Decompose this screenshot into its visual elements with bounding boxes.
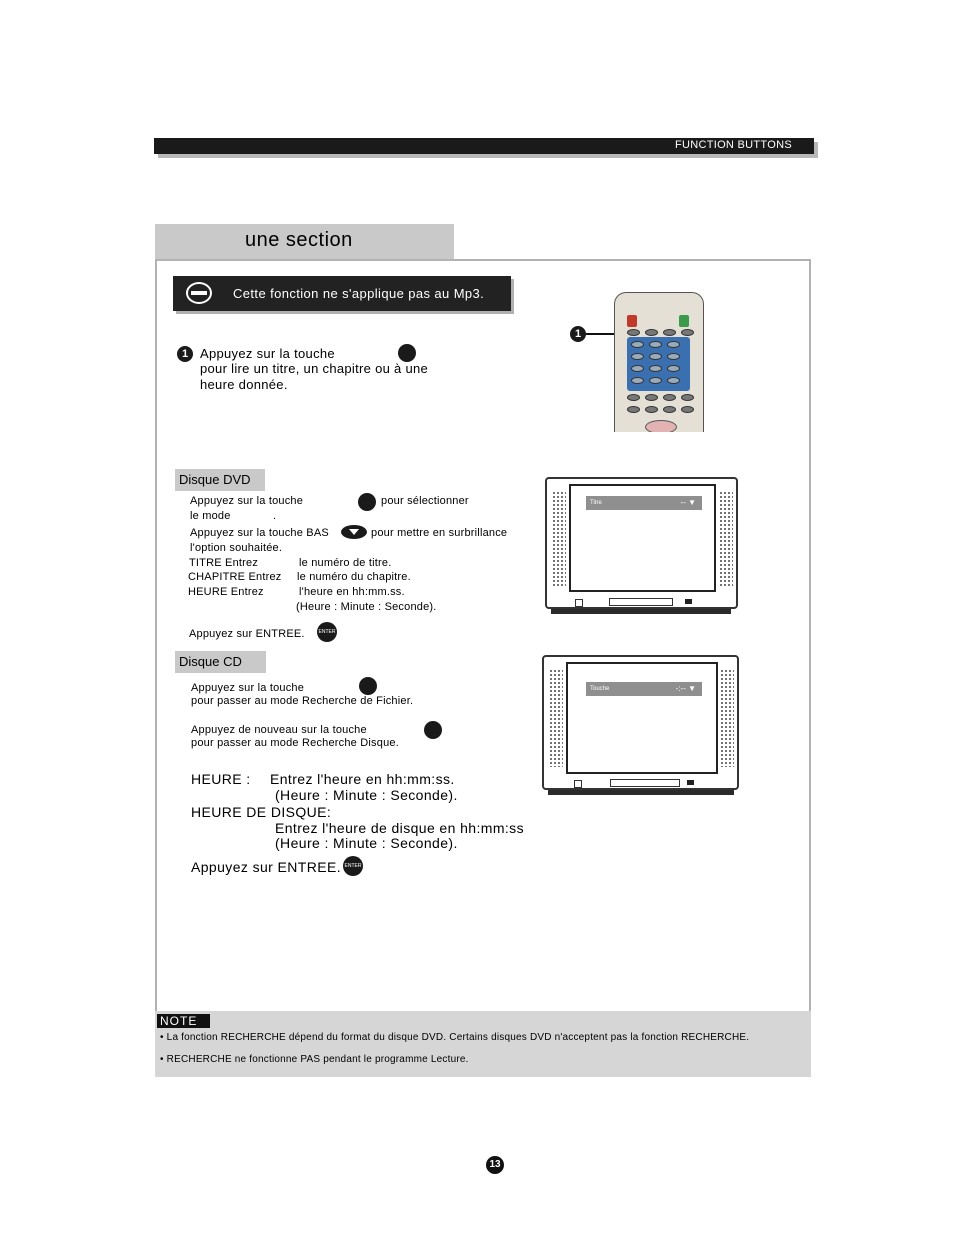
dvd-line: l'heure en hh:mm.ss. <box>299 586 405 598</box>
cd-line: Appuyez sur la touche <box>191 682 305 694</box>
note-area <box>155 1011 811 1077</box>
dvd-line: . <box>273 510 277 522</box>
remote-key <box>645 329 658 336</box>
power-button-icon <box>627 315 637 327</box>
search-button-icon <box>358 493 376 511</box>
dvd-label: Disque DVD <box>175 469 265 491</box>
osd-value: -- ▼ <box>680 498 696 507</box>
enter-button-icon: ENTER <box>317 622 337 642</box>
disque-format: (Heure : Minute : Seconde). <box>275 835 458 851</box>
dvd-line: Appuyez sur la touche <box>190 495 304 507</box>
mp3-notice <box>173 276 511 311</box>
remote-search-key <box>627 329 640 336</box>
heure-text: Entrez l'heure en hh:mm:ss. <box>270 771 455 787</box>
step1-line-3: heure donnée. <box>200 377 288 392</box>
remote-key <box>681 329 694 336</box>
dvd-line: le numéro du chapitre. <box>297 571 411 583</box>
number-keypad <box>627 337 690 391</box>
step1-line-2: pour lire un titre, un chapitre ou à une <box>200 361 429 376</box>
notice-text: Cette fonction ne s'applique pas au Mp3. <box>233 286 485 301</box>
tv-screen <box>569 484 716 592</box>
osd-label: Titre <box>590 500 602 506</box>
tv-screen <box>566 662 718 774</box>
remote-key <box>631 377 644 384</box>
remote-key <box>631 341 644 348</box>
heure-format: (Heure : Minute : Seconde). <box>275 787 458 803</box>
tv-stand <box>548 790 734 795</box>
step1-line-1: Appuyez sur la touche <box>200 346 335 361</box>
remote-key <box>667 341 680 348</box>
dvd-line: le numéro de titre. <box>299 557 392 569</box>
step-number: 1 <box>177 346 193 362</box>
ir-sensor <box>687 780 694 785</box>
dvd-line: (Heure : Minute : Seconde). <box>296 601 437 613</box>
remote-key <box>627 394 640 401</box>
remote-key <box>681 406 694 413</box>
cd-label: Disque CD <box>175 651 266 673</box>
remote-key <box>631 365 644 372</box>
remote-callout-number: 1 <box>570 326 586 342</box>
tv-stand <box>551 609 731 614</box>
cd-enter-text: Appuyez sur ENTREE. <box>191 859 341 875</box>
remote-key <box>645 394 658 401</box>
dvd-line: HEURE Entrez <box>188 586 264 598</box>
dvd-line: TITRE Entrez <box>189 557 259 569</box>
dvd-line: CHAPITRE Entrez <box>188 571 282 583</box>
remote-control-illustration <box>614 292 704 432</box>
tv-illustration-dvd <box>545 477 738 609</box>
cd-line: Appuyez de nouveau sur la touche <box>191 724 367 736</box>
speaker-grille <box>552 491 566 587</box>
header-label: FUNCTION BUTTONS <box>674 139 792 151</box>
remote-key <box>663 394 676 401</box>
remote-key <box>627 406 640 413</box>
osd-label: Touche <box>590 686 610 692</box>
remote-key <box>649 365 662 372</box>
heure-label: HEURE : <box>191 771 251 787</box>
dvd-line: pour mettre en surbrillance <box>371 527 508 539</box>
cd-line: pour passer au mode Recherche Disque. <box>191 737 399 749</box>
dvd-line: le mode <box>190 510 231 522</box>
remote-key <box>645 406 658 413</box>
speaker-grille <box>720 669 734 767</box>
remote-key <box>649 353 662 360</box>
search-osd-bar <box>586 496 702 510</box>
remote-key <box>649 341 662 348</box>
disc-slot <box>610 779 680 787</box>
search-button-icon <box>359 677 377 695</box>
disc-slot <box>609 598 673 606</box>
remote-key <box>649 377 662 384</box>
header-bar <box>154 138 814 154</box>
dvd-line: pour sélectionner <box>381 495 469 507</box>
dvd-enter-text: Appuyez sur ENTREE. <box>189 628 305 640</box>
remote-key <box>667 365 680 372</box>
remote-key <box>667 353 680 360</box>
search-button-icon <box>424 721 442 739</box>
speaker-grille <box>719 491 733 587</box>
power-indicator <box>574 780 582 788</box>
enter-button-icon: ENTER <box>343 856 363 876</box>
tv-illustration-cd <box>542 655 739 790</box>
note-item: • RECHERCHE ne fonctionne PAS pendant le programme Lecture. <box>160 1054 469 1065</box>
page-number: 13 <box>486 1156 504 1174</box>
search-button-icon <box>398 344 416 362</box>
remote-key <box>663 406 676 413</box>
dvd-line: Appuyez sur la touche BAS <box>190 527 329 539</box>
section-title: une section <box>245 229 353 251</box>
note-label: NOTE <box>157 1014 210 1028</box>
disque-label: HEURE DE DISQUE: <box>191 804 332 820</box>
dvd-line: l'option souhaitée. <box>190 542 283 554</box>
remote-key <box>681 394 694 401</box>
navigation-pad-icon <box>645 420 677 432</box>
cd-line: pour passer au mode Recherche de Fichier. <box>191 695 414 707</box>
eject-button-icon <box>679 315 689 327</box>
section-tab <box>155 224 454 260</box>
osd-value: -:-- ▼ <box>675 684 696 693</box>
note-item: • La fonction RECHERCHE dépend du format du disque DVD. Certains disques DVD n'acceptent pas la fonction RECHERCHE. <box>160 1032 750 1043</box>
remote-key <box>631 353 644 360</box>
down-arrow-icon <box>340 524 368 540</box>
remote-key <box>667 377 680 384</box>
remote-key <box>663 329 676 336</box>
disque-text: Entrez l'heure de disque en hh:mm:ss <box>275 820 524 836</box>
no-entry-icon <box>186 282 212 304</box>
speaker-grille <box>549 669 563 767</box>
search-osd-bar <box>586 682 702 696</box>
ir-sensor <box>685 599 692 604</box>
power-indicator <box>575 599 583 607</box>
